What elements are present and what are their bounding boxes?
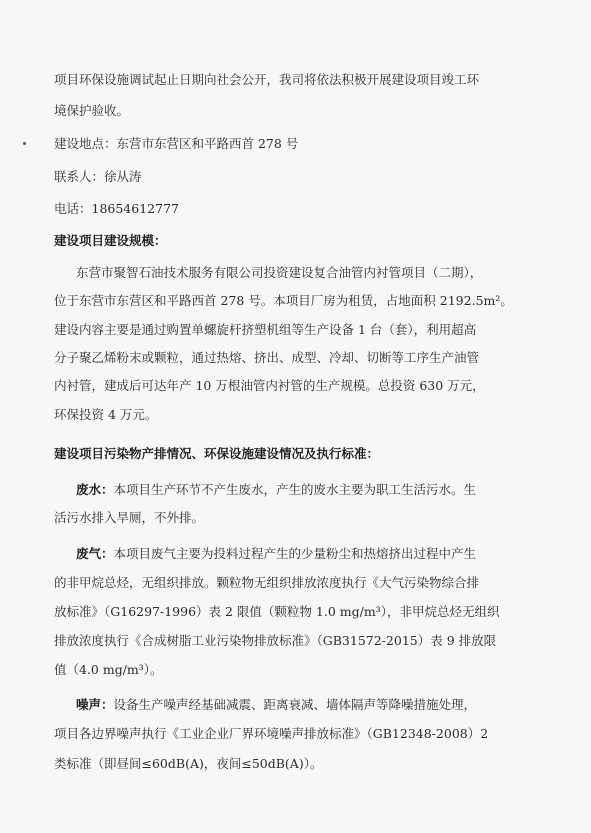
scale-line-1: 东营市聚智石油技术服务有限公司投资建设复合油管内衬管项目（二期），: [76, 265, 483, 280]
noise-line-1: [76, 697, 556, 713]
noise-line-3: 类标准（即昼间≤60dB(A)，夜间≤50dB(A)）。: [54, 756, 323, 771]
intro-line-2: 境保护验收。: [54, 103, 130, 118]
exhaust-line-1: [76, 546, 556, 562]
section-heading-scale: 建设项目建设规模：: [54, 233, 167, 248]
noise-text-1: 设备生产噪声经基础减震、距离衰减、墙体隔声等降噪措施处理，: [113, 697, 477, 712]
wastewater-line-1: [76, 482, 556, 498]
intro-line-1: 项目环保设施调试起止日期向社会公开，我司将依法积极开展建设项目竣工环: [54, 72, 480, 87]
section-heading-pollution: 建设项目污染物产排情况、环保设施建设情况及执行标准：: [54, 446, 380, 461]
scan-speck: [23, 142, 26, 145]
scale-line-3: 建设内容主要是通过购置单螺旋杆挤塑机组等生产设备 1 台（套），利用超高: [54, 322, 477, 337]
contact-person: 联系人：徐从涛: [54, 169, 142, 184]
exhaust-line-4: 排放浓度执行《合成树脂工业污染物排放标准》（GB31572-2015）表 9 排放限: [54, 633, 497, 648]
wastewater-label: 废水：: [76, 482, 114, 497]
exhaust-line-2: 的非甲烷总烃，无组织排放。颗粒物无组织排放浓度执行《大气污染物综合排: [54, 575, 480, 590]
exhaust-text-1: 本项目废气主要为投料过程产生的少量粉尘和热熔挤出过程中产生: [113, 546, 477, 561]
wastewater-text-1: 本项目生产环节不产生废水，产生的废水主要为职工生活污水。生: [113, 482, 477, 497]
construction-address: 建设地点：东营市东营区和平路西首 278 号: [54, 136, 299, 151]
exhaust-line-3: 放标准》（G16297-1996）表 2 限值（颗粒物 1.0 mg/m³），非甲烷总烃无组织: [54, 604, 500, 619]
scale-line-4: 分子聚乙烯粉末或颗粒，通过热熔、挤出、成型、冷却、切断等工序生产油管: [54, 350, 480, 365]
exhaust-line-5: 值（4.0 mg/m³）。: [54, 662, 163, 677]
scale-line-6: 环保投资 4 万元。: [54, 407, 158, 422]
scale-line-5: 内衬管，建成后可达年产 10 万根油管内衬管的生产规模。总投资 630 万元，: [54, 378, 485, 393]
scale-line-2: 位于东营市东营区和平路西首 278 号。本项目厂房为租赁，占地面积 2192.5m²。: [54, 293, 513, 308]
noise-label: 噪声：: [76, 697, 114, 712]
noise-line-2: 项目各边界噪声执行《工业企业厂界环境噪声排放标准》（GB12348-2008）2: [54, 726, 489, 741]
wastewater-line-2: 活污水排入旱厕，不外排。: [54, 510, 205, 525]
exhaust-label: 废气：: [76, 546, 114, 561]
phone-number: 电话：18654612777: [54, 201, 179, 216]
